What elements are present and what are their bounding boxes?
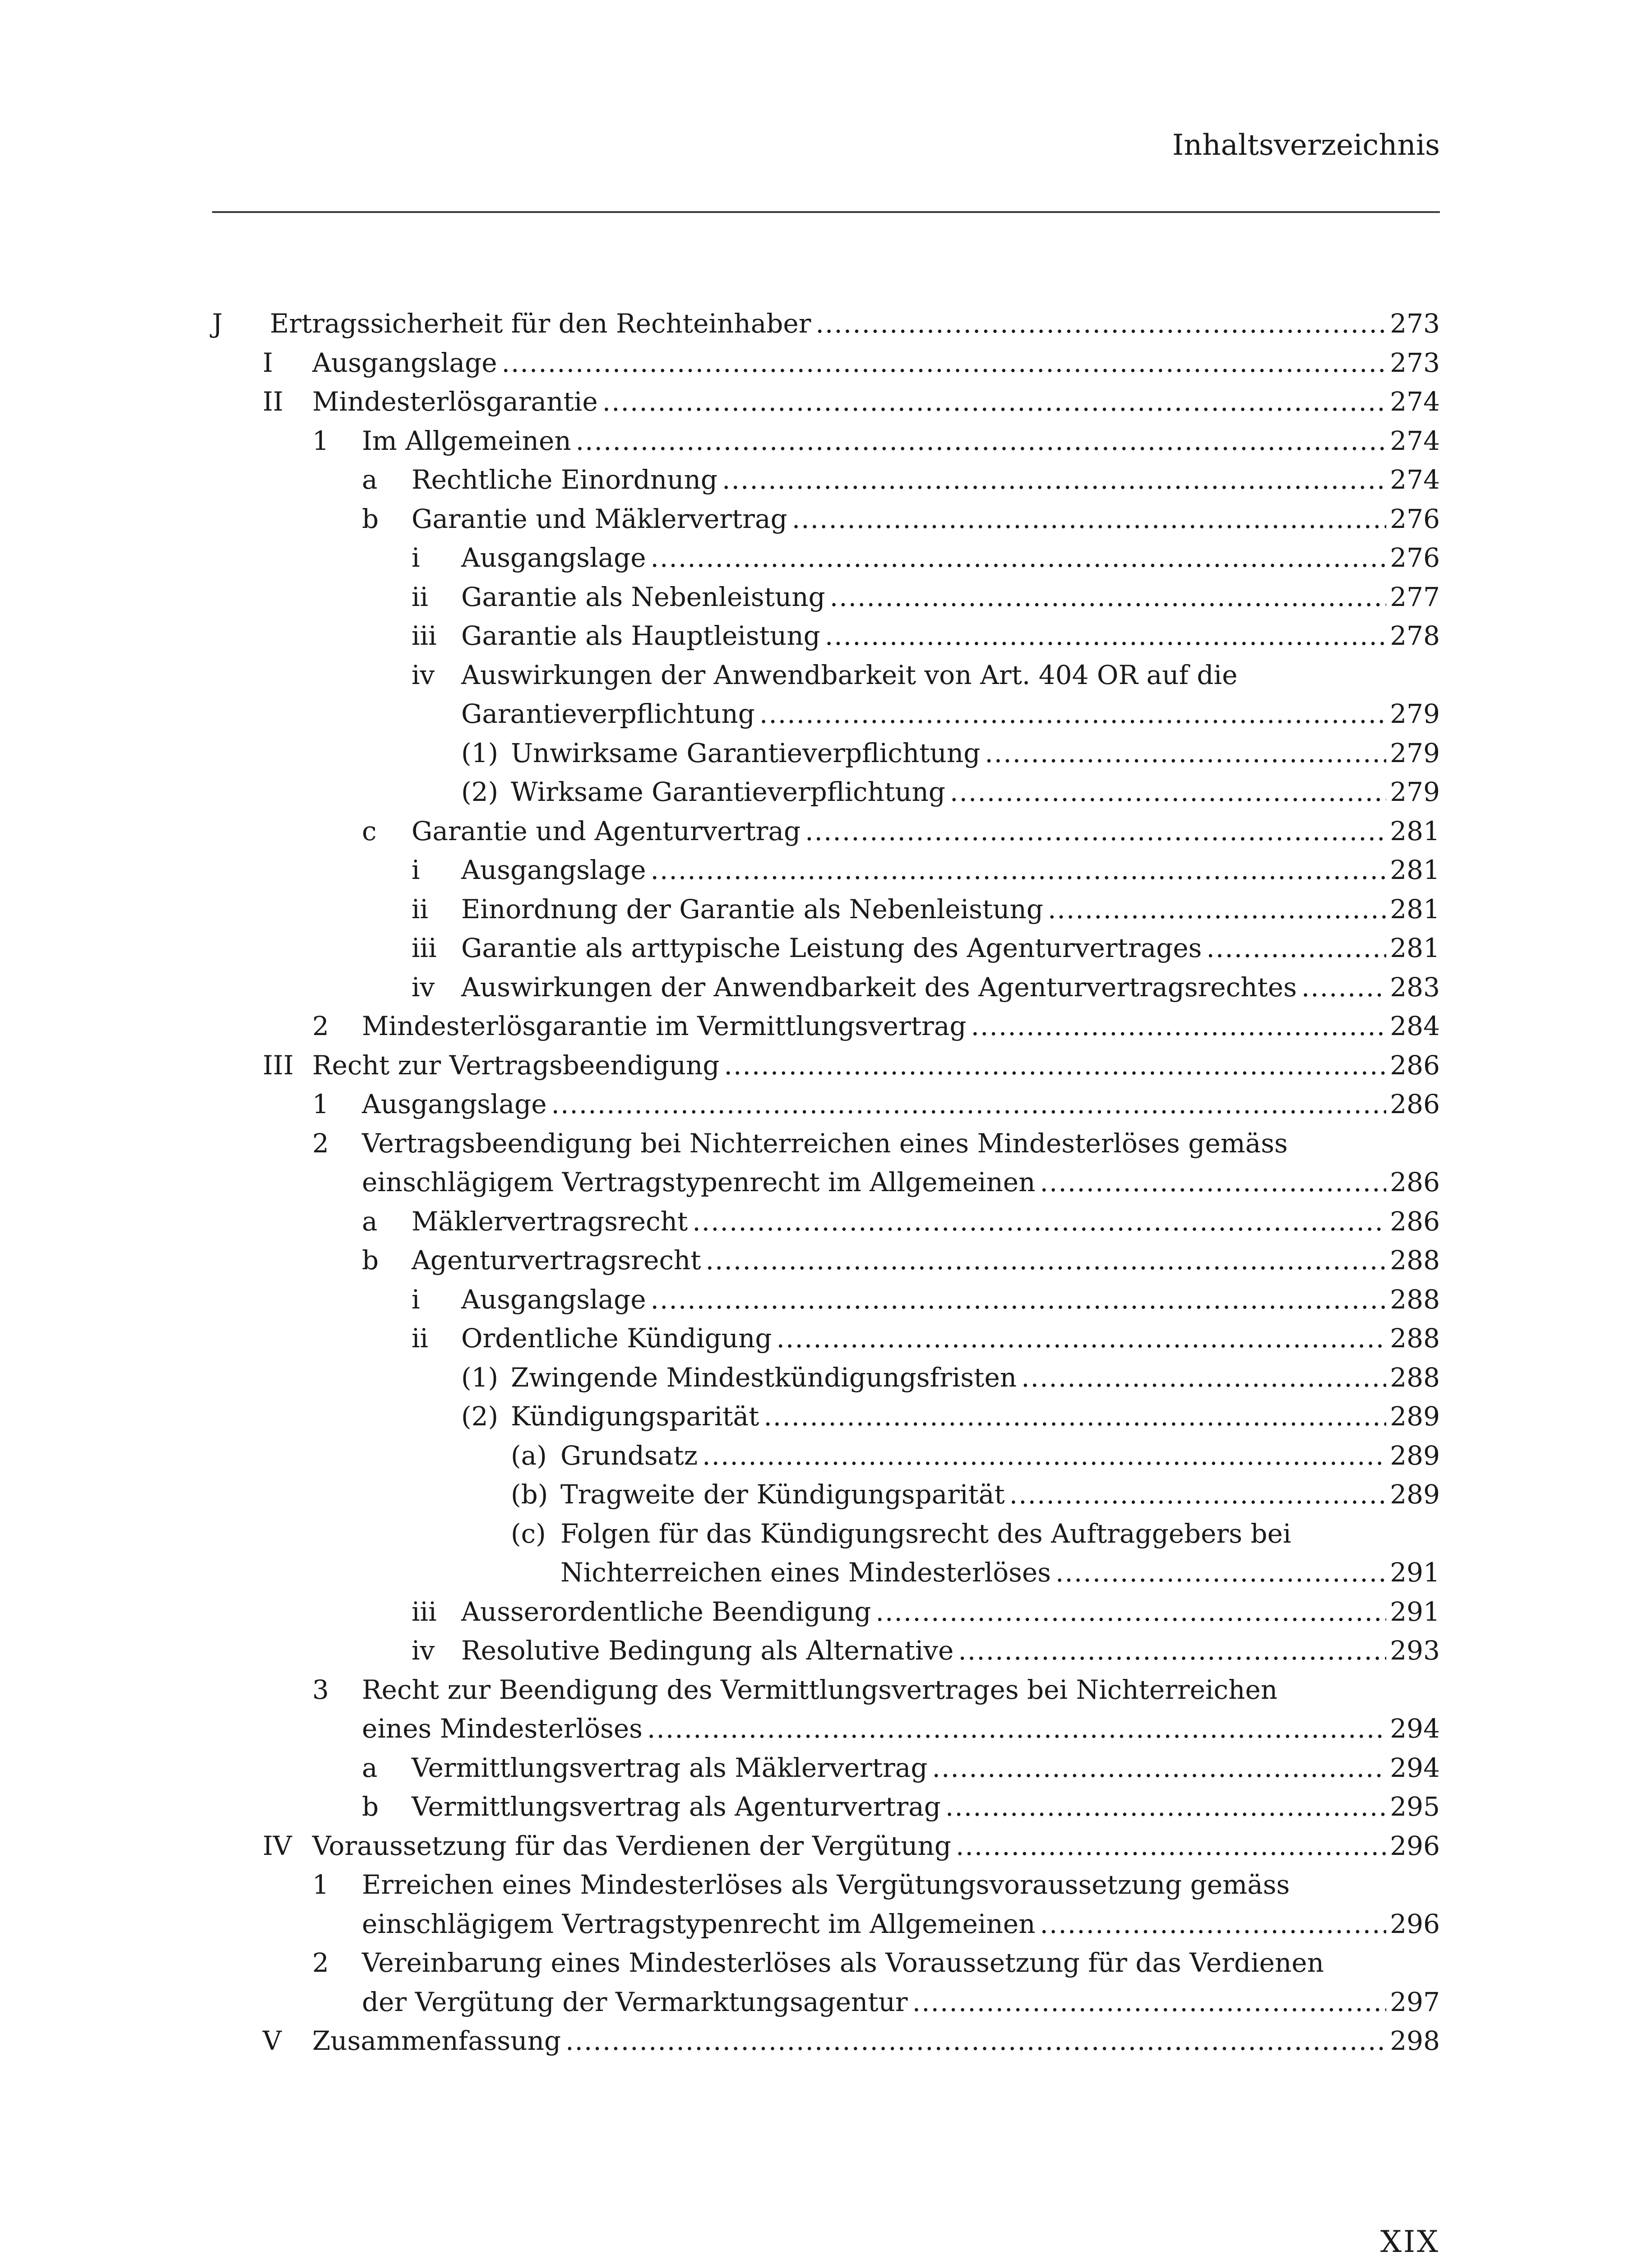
toc-entry-number: i xyxy=(412,855,420,885)
toc-entry-number: (a) xyxy=(511,1440,547,1471)
toc-entry-number: a xyxy=(362,464,378,495)
toc-entry-page-number: 296 xyxy=(1390,1830,1440,1861)
toc-entry-title: Recht zur Vertragsbeendigung xyxy=(312,1049,720,1081)
toc-entry-title: Resolutive Bedingung als Alternative xyxy=(461,1635,954,1666)
dot-leader xyxy=(945,1787,1386,1826)
toc-entry[interactable] xyxy=(212,1631,1440,1670)
toc-entry[interactable] xyxy=(212,1007,1440,1046)
toc-entry-number: III xyxy=(263,1049,294,1081)
toc-entry-page-number: 279 xyxy=(1390,777,1440,807)
toc-entry[interactable] xyxy=(212,1475,1440,1514)
dot-leader xyxy=(565,2021,1386,2061)
dot-leader xyxy=(777,1319,1387,1358)
toc-entry-number: c xyxy=(362,815,377,846)
toc-entry[interactable] xyxy=(212,929,1440,968)
toc-entry-title: Ausserordentliche Beendigung xyxy=(461,1596,871,1627)
toc-entry[interactable] xyxy=(212,851,1440,890)
toc-entry-page-number: 288 xyxy=(1390,1323,1440,1354)
toc-entry-number: b xyxy=(362,1245,379,1276)
toc-entry-page-number: 279 xyxy=(1390,737,1440,768)
toc-entry-page-number: 284 xyxy=(1390,1011,1440,1041)
toc-entry[interactable] xyxy=(212,1280,1440,1319)
toc-entry-page-number: 281 xyxy=(1390,855,1440,885)
toc-entry-title: Vermittlungsvertrag als Agenturvertrag xyxy=(412,1791,941,1822)
toc-entry-page-number: 291 xyxy=(1390,1557,1440,1588)
toc-entry-page-number: 278 xyxy=(1390,620,1440,651)
dot-leader xyxy=(805,812,1386,851)
dot-leader xyxy=(692,1202,1386,1241)
toc-entry-number: a xyxy=(362,1752,378,1783)
toc-entry[interactable] xyxy=(212,304,1440,343)
toc-entry-page-number: 279 xyxy=(1390,698,1440,729)
dot-leader xyxy=(950,772,1386,812)
toc-entry-page-number: 293 xyxy=(1390,1635,1440,1666)
toc-entry-title: Garantie und Mäklervertrag xyxy=(412,503,787,534)
toc-entry-page-number: 281 xyxy=(1390,815,1440,846)
header-rule xyxy=(212,211,1440,213)
toc-entry-page-number: 296 xyxy=(1390,1908,1440,1939)
toc-entry-title: Zusammenfassung xyxy=(312,2025,561,2056)
toc-entry-number: iv xyxy=(412,971,435,1003)
toc-entry-title: Auswirkungen der Anwendbarkeit des Agenturvertragsrechtes xyxy=(461,971,1297,1003)
dot-leader xyxy=(1055,1553,1386,1592)
toc-entry[interactable] xyxy=(212,772,1440,812)
dot-leader xyxy=(1206,929,1386,968)
toc-entry-number: 3 xyxy=(312,1674,329,1705)
toc-entry-title: Ausgangslage xyxy=(362,1089,547,1119)
toc-entry-page-number: 286 xyxy=(1390,1049,1440,1081)
toc-entry-title: Ertragssicherheit für den Rechteinhaber xyxy=(270,308,811,339)
toc-entry-title: Garantie als Hauptleistung xyxy=(461,620,820,651)
toc-entry-number: II xyxy=(263,386,283,417)
toc-entry-title: Rechtliche Einordnung xyxy=(412,464,718,495)
toc-entry-number: 1 xyxy=(312,1869,329,1900)
toc-entry[interactable] xyxy=(212,499,1440,539)
toc-entry-title-first-line: Vertragsbeendigung bei Nichterreichen eines Mindesterlöses gemäss xyxy=(362,1128,1288,1159)
toc-entry[interactable] xyxy=(212,1397,1440,1436)
toc-entry-title: Mäklervertragsrecht xyxy=(412,1206,688,1237)
toc-entry-title: Voraussetzung für das Verdienen der Vergütung xyxy=(312,1830,951,1861)
toc-entry-title: Einordnung der Garantie als Nebenleistung xyxy=(461,893,1043,925)
dot-leader xyxy=(651,538,1387,578)
toc-entry-page-number: 273 xyxy=(1390,347,1440,378)
toc-entry[interactable] xyxy=(212,538,1440,578)
dot-leader xyxy=(722,460,1386,499)
toc-entry-page-number: 276 xyxy=(1390,503,1440,534)
toc-entry-number: I xyxy=(263,347,273,378)
toc-entry-page-number: 274 xyxy=(1390,425,1440,456)
dot-leader xyxy=(1040,1905,1386,1944)
dot-leader xyxy=(932,1748,1387,1788)
toc-entry-title-first-line: Erreichen eines Mindesterlöses als Vergütungsvoraussetzung gemäss xyxy=(362,1869,1290,1900)
toc-entry-title: Tragweite der Kündigungsparität xyxy=(560,1479,1005,1510)
toc-entry-number: (2) xyxy=(461,777,499,807)
toc-entry-title: eines Mindesterlöses xyxy=(362,1713,643,1744)
toc-entry-page-number: 286 xyxy=(1390,1206,1440,1237)
toc-entry-page-number: 281 xyxy=(1390,893,1440,925)
toc-entry-title: Garantie und Agenturvertrag xyxy=(412,815,801,846)
toc-entry-number: 2 xyxy=(312,1011,329,1041)
toc-entry-title: Ausgangslage xyxy=(312,347,497,378)
toc-entry[interactable] xyxy=(212,460,1440,499)
dot-leader xyxy=(702,1436,1386,1475)
toc-entry[interactable] xyxy=(212,1436,1440,1475)
toc-entry-title: Zwingende Mindestkündigungsfristen xyxy=(511,1362,1017,1393)
toc-entry-number: iv xyxy=(412,659,435,690)
dot-leader xyxy=(551,1085,1387,1124)
toc-entry-number: i xyxy=(412,1284,420,1315)
toc-entry-title: Grundsatz xyxy=(560,1440,698,1471)
toc-entry-number: IV xyxy=(263,1830,292,1861)
toc-entry-page-number: 297 xyxy=(1390,1986,1440,2017)
dot-leader xyxy=(647,1709,1386,1748)
dot-leader xyxy=(958,1631,1386,1670)
toc-entry-page-number: 286 xyxy=(1390,1167,1440,1197)
toc-entry[interactable] xyxy=(212,1358,1440,1397)
toc-entry-title-first-line: Folgen für das Kündigungsrecht des Auftraggebers bei xyxy=(560,1518,1291,1549)
dot-leader xyxy=(1301,968,1386,1007)
dot-leader xyxy=(792,499,1387,539)
toc-entry-title: einschlägigem Vertragstypenrecht im Allgemeinen xyxy=(362,1908,1036,1939)
toc-entry-title: Ausgangslage xyxy=(461,855,646,885)
toc-entry-title: der Vergütung der Vermarktungsagentur xyxy=(362,1986,908,2017)
page-number: XIX xyxy=(1380,2224,1440,2256)
dot-leader xyxy=(956,1826,1386,1866)
toc-entry-page-number: 291 xyxy=(1390,1596,1440,1627)
toc-entry-number: ii xyxy=(412,581,429,612)
toc-entry[interactable] xyxy=(212,421,1440,461)
toc-entry[interactable] xyxy=(212,616,1440,656)
toc-entry-page-number: 295 xyxy=(1390,1791,1440,1822)
dot-leader xyxy=(1009,1475,1387,1514)
dot-leader xyxy=(576,421,1387,461)
toc-entry-page-number: 286 xyxy=(1390,1089,1440,1119)
dot-leader xyxy=(971,1007,1387,1046)
dot-leader xyxy=(759,694,1386,734)
toc-entry[interactable] xyxy=(212,1085,1440,1124)
toc-entry-number: (2) xyxy=(461,1401,499,1432)
toc-entry-page-number: 289 xyxy=(1390,1401,1440,1432)
toc-entry-page-number: 298 xyxy=(1390,2025,1440,2056)
toc-entry[interactable] xyxy=(212,1787,1440,1826)
toc-entry-title: Ausgangslage xyxy=(461,1284,646,1315)
toc-entry-title: Garantieverpflichtung xyxy=(461,698,755,729)
toc-entry-title: Mindesterlösgarantie xyxy=(312,386,598,417)
toc-entry-page-number: 277 xyxy=(1390,581,1440,612)
toc-entry-number: V xyxy=(263,2025,282,2056)
toc-entry[interactable] xyxy=(212,734,1440,773)
toc-entry[interactable] xyxy=(212,1046,1440,1085)
toc-entry[interactable] xyxy=(212,1124,1440,1202)
toc-entry-number: 2 xyxy=(312,1128,329,1159)
dot-leader xyxy=(1021,1358,1386,1397)
toc-entry-title: Im Allgemeinen xyxy=(362,425,571,456)
toc-entry-page-number: 274 xyxy=(1390,386,1440,417)
toc-entry-number: 1 xyxy=(312,1089,329,1119)
dot-leader xyxy=(724,1046,1387,1085)
dot-leader xyxy=(1048,890,1386,929)
toc-entry-title: Ordentliche Kündigung xyxy=(461,1323,772,1354)
toc-entry-title: Ausgangslage xyxy=(461,542,646,573)
toc-entry-page-number: 274 xyxy=(1390,464,1440,495)
toc-entry-page-number: 294 xyxy=(1390,1752,1440,1783)
toc-entry[interactable] xyxy=(212,1670,1440,1748)
toc-entry[interactable] xyxy=(212,812,1440,851)
toc-entry[interactable] xyxy=(212,1202,1440,1241)
toc-entry[interactable] xyxy=(212,1865,1440,1943)
toc-entry-number: iii xyxy=(412,1596,437,1627)
toc-entry-title: Garantie als arttypische Leistung des Agenturvertrages xyxy=(461,933,1202,963)
toc-entry-number: (1) xyxy=(461,737,499,768)
dot-leader xyxy=(815,304,1386,343)
dot-leader xyxy=(502,343,1387,383)
dot-leader xyxy=(706,1241,1387,1280)
dot-leader xyxy=(651,1280,1387,1319)
toc-entry[interactable] xyxy=(212,343,1440,383)
dot-leader xyxy=(825,616,1386,656)
toc-entry-page-number: 281 xyxy=(1390,933,1440,963)
toc-entry-number: 2 xyxy=(312,1947,329,1978)
toc-entry-title: Nichterreichen eines Mindesterlöses xyxy=(560,1557,1051,1588)
dot-leader xyxy=(985,734,1386,773)
toc-entry-number: iii xyxy=(412,933,437,963)
toc-entry-title: Garantie als Nebenleistung xyxy=(461,581,825,612)
toc-entry-number: (c) xyxy=(511,1518,546,1549)
toc-entry[interactable] xyxy=(212,968,1440,1007)
toc-entry-title: Agenturvertragsrecht xyxy=(412,1245,701,1276)
toc-entry-number: 1 xyxy=(312,425,329,456)
toc-entry[interactable] xyxy=(212,1748,1440,1788)
dot-leader xyxy=(651,851,1387,890)
toc-entry[interactable] xyxy=(212,1241,1440,1280)
dot-leader xyxy=(912,1983,1387,2022)
toc-entry-page-number: 294 xyxy=(1390,1713,1440,1744)
toc-entry-page-number: 289 xyxy=(1390,1440,1440,1471)
toc-entry[interactable] xyxy=(212,1319,1440,1358)
dot-leader xyxy=(830,578,1387,617)
toc-entry-title: Unwirksame Garantieverpflichtung xyxy=(511,737,981,768)
toc-entry[interactable] xyxy=(212,578,1440,617)
toc-entry[interactable] xyxy=(212,656,1440,734)
toc-entry-number: a xyxy=(362,1206,378,1237)
toc-entry-page-number: 289 xyxy=(1390,1479,1440,1510)
toc-entry[interactable] xyxy=(212,2021,1440,2061)
toc-entry-title: Mindesterlösgarantie im Vermittlungsvertrag xyxy=(362,1011,967,1041)
toc-entry-page-number: 276 xyxy=(1390,542,1440,573)
toc-entry-page-number: 283 xyxy=(1390,971,1440,1003)
toc-entry-number: b xyxy=(362,1791,379,1822)
toc-entry-page-number: 273 xyxy=(1390,308,1440,339)
toc-entry[interactable] xyxy=(212,1826,1440,1866)
toc-entry-title-first-line: Recht zur Beendigung des Vermittlungsvertrages bei Nichterreichen xyxy=(362,1674,1278,1705)
dot-leader xyxy=(876,1592,1387,1632)
toc-entry-number: iii xyxy=(412,620,437,651)
toc-entry-title: Kündigungsparität xyxy=(511,1401,759,1432)
toc-entry-title-first-line: Vereinbarung eines Mindesterlöses als Voraussetzung für das Verdienen xyxy=(362,1947,1324,1978)
toc-entry-page-number: 288 xyxy=(1390,1245,1440,1276)
toc-entry[interactable] xyxy=(212,1943,1440,2021)
toc-entry-number: iv xyxy=(412,1635,435,1666)
dot-leader xyxy=(1040,1163,1386,1202)
toc-entry[interactable] xyxy=(212,890,1440,929)
toc-entry[interactable] xyxy=(212,1592,1440,1632)
table-of-contents xyxy=(212,304,1440,2061)
toc-entry-page-number: 288 xyxy=(1390,1362,1440,1393)
toc-entry-title: Vermittlungsvertrag als Mäklervertrag xyxy=(412,1752,928,1783)
toc-entry-number: J xyxy=(212,308,223,339)
toc-entry-number: i xyxy=(412,542,420,573)
toc-entry-number: b xyxy=(362,503,379,534)
toc-entry-number: (1) xyxy=(461,1362,499,1393)
toc-entry-title: einschlägigem Vertragstypenrecht im Allgemeinen xyxy=(362,1167,1036,1197)
toc-entry[interactable] xyxy=(212,1514,1440,1592)
toc-entry[interactable] xyxy=(212,382,1440,421)
toc-entry-number: (b) xyxy=(511,1479,548,1510)
toc-entry-title-first-line: Auswirkungen der Anwendbarkeit von Art. 404 OR auf die xyxy=(461,659,1238,690)
toc-entry-number: ii xyxy=(412,1323,429,1354)
toc-entry-page-number: 288 xyxy=(1390,1284,1440,1315)
dot-leader xyxy=(764,1397,1386,1436)
dot-leader xyxy=(602,382,1387,421)
running-header: Inhaltsverzeichnis xyxy=(1172,129,1440,162)
toc-entry-title: Wirksame Garantieverpflichtung xyxy=(511,777,946,807)
toc-entry-number: ii xyxy=(412,893,429,925)
